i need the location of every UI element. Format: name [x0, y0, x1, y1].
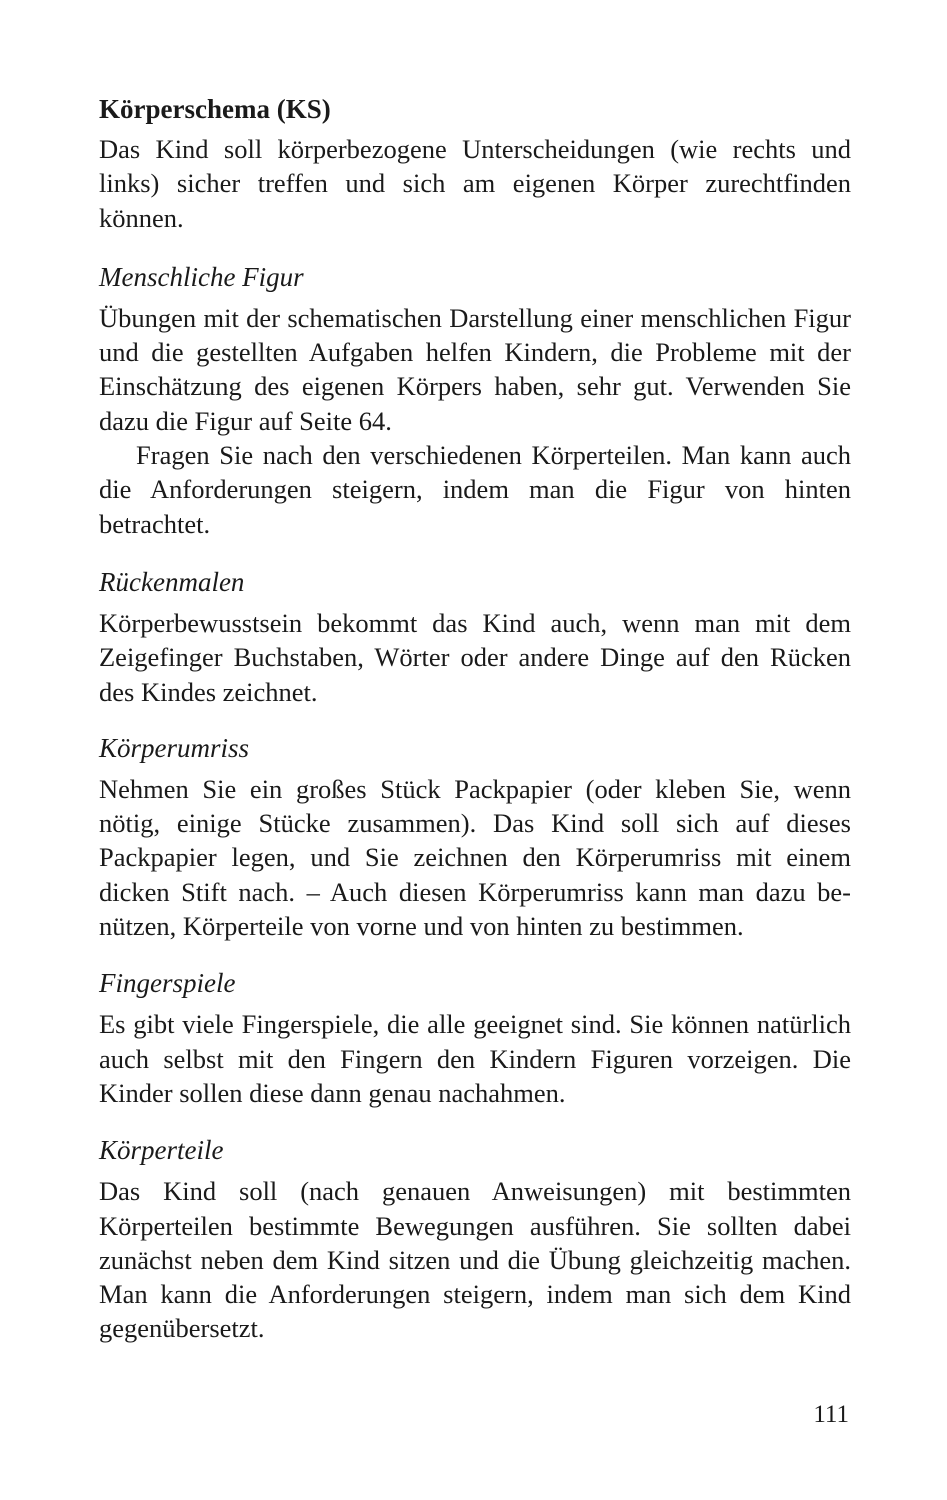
section-koerperumriss: [99, 731, 851, 943]
section-title: Rückenmalen: [99, 566, 245, 597]
page-number: 111: [813, 1401, 849, 1428]
section-title: Fingerspiele: [99, 968, 236, 999]
page-body: [99, 92, 851, 1346]
section-menschliche-figur: [99, 260, 851, 541]
section-paragraph: Übungen mit der schematischen Darstellung einer menschlichen Figur und die gestellten Aufgaben helfen Kindern, die Probleme mit der Einschätzung des eigenen Körpers haben, sehr gut. Verwenden Sie dazu die Figur auf Seite 64.: [99, 302, 851, 436]
section-title: Menschliche Figur: [99, 261, 304, 292]
section-paragraph: Es gibt viele Fingerspiele, die alle geeignet sind. Sie können natürlich auch selbst mit den Fingern den Kindern Figuren vorzeigen. Die Kinder sollen diese dann genau nachahmen.: [99, 1009, 851, 1108]
section-title: Körperteile: [99, 1135, 224, 1166]
section-paragraph: Fragen Sie nach den verschiedenen Körperteilen. Man kann auch die Anforderungen steigern, indem man die Figur von hinten betrachtet.: [99, 440, 851, 539]
section-title: Körperumriss: [99, 732, 250, 763]
section-fingerspiele: [99, 966, 851, 1110]
intro-paragraph: Das Kind soll körperbezogene Unterscheidungen (wie rechts und links) sicher treffen und sich am eigenen Körper zurechtfinden können.: [99, 134, 851, 233]
chapter-heading: Körperschema (KS): [99, 94, 331, 124]
section-paragraph: Körperbewusstsein bekommt das Kind auch, wenn man mit dem Zeigefinger Buchstaben, Wörter oder andere Dinge auf den Rücken des Kindes zeichnet.: [99, 607, 851, 707]
section-paragraph: Das Kind soll (nach genauen Anweisungen) mit bestimmten Körperteilen bestimmte Bewegungen ausführen. Sie sollten dabei zunächst neben dem Kind sitzen und die Übung gleichzeitig machen. Man kann die Anforderungen steigern, indem man sich dem Kind gegenübersetzt.: [99, 1176, 851, 1344]
section-koerperteile: [99, 1133, 851, 1345]
section-paragraph: Nehmen Sie ein großes Stück Packpapier (oder kleben Sie, wenn nötig, einige Stücke zusammen). Das Kind soll sich auf dieses Packpapier legen, und Sie zeichnen den Körperumriss mit einem dicken Stift nach. – Auch diesen Körperumriss kann man dazu benützen, Körperteile von vorne und von hinten zu bestimmen.: [99, 773, 851, 942]
section-rueckenmalen: [99, 565, 851, 709]
